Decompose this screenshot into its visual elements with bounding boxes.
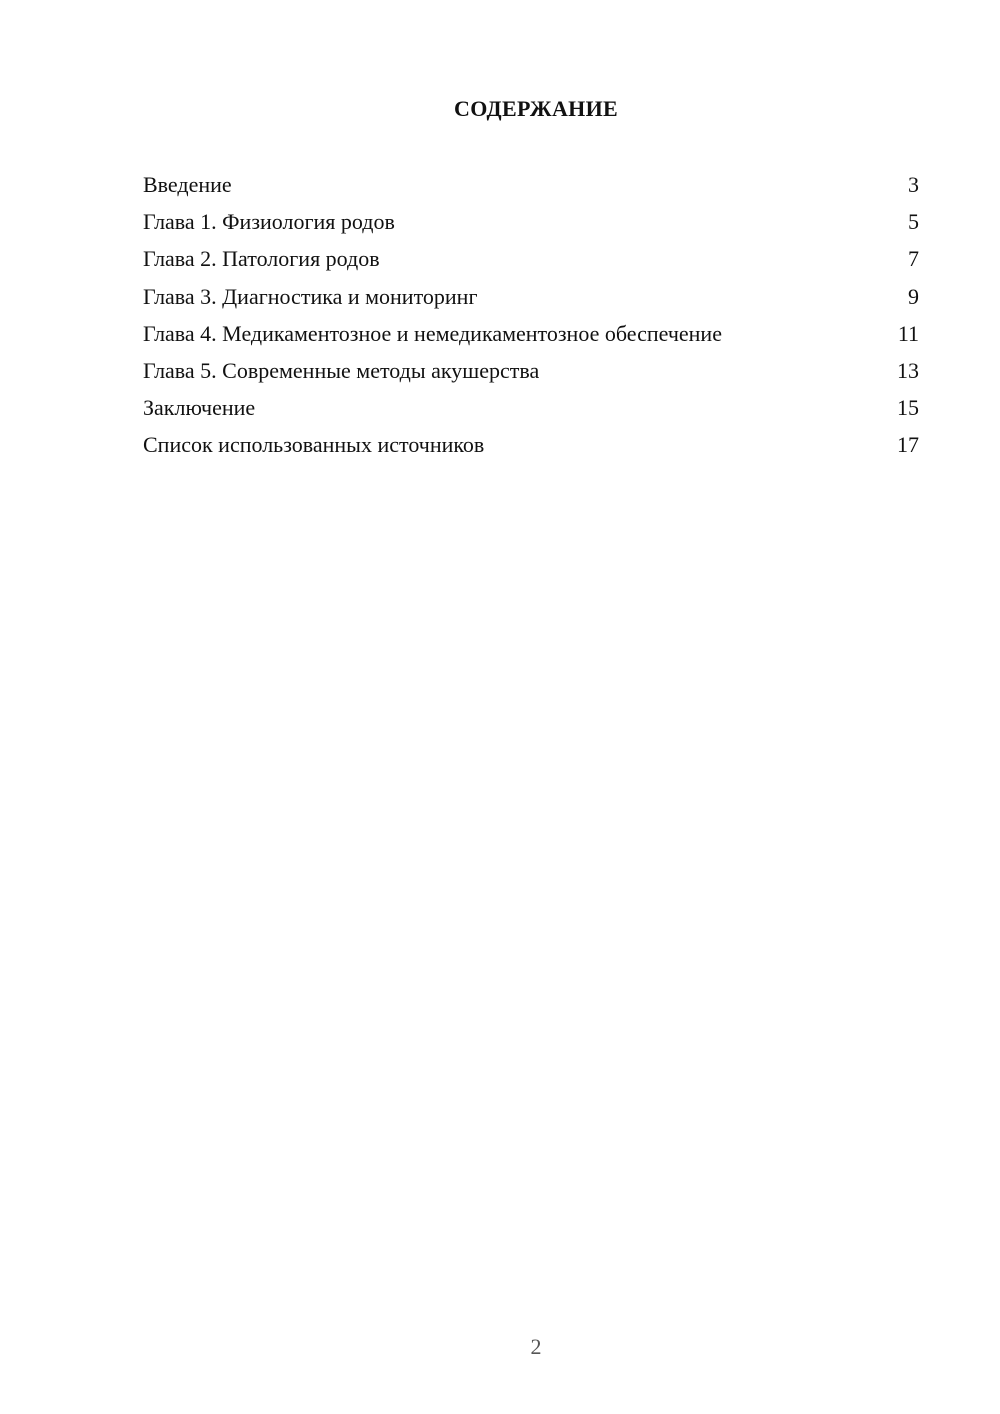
- toc-item-label: Глава 2. Патология родов: [143, 246, 380, 272]
- table-of-contents: [143, 170, 919, 468]
- toc-item-label: Заключение: [143, 395, 256, 421]
- toc-item-label: Глава 4. Медикаментозное и немедикаментозное обеспечение: [143, 320, 722, 346]
- toc-item-page: 13: [897, 357, 919, 383]
- toc-item-references: [143, 430, 919, 467]
- toc-item-chapter-3: [143, 282, 919, 319]
- toc-item-label: Список использованных источников: [143, 432, 485, 458]
- toc-item-page: 5: [908, 209, 919, 235]
- toc-item-label: Глава 5. Современные методы акушерства: [143, 357, 540, 383]
- toc-item-chapter-1: [143, 207, 919, 244]
- toc-item-page: 17: [897, 432, 919, 458]
- toc-item-page: 11: [897, 320, 919, 346]
- toc-item-page: 15: [897, 395, 919, 421]
- page-title: СОДЕРЖАНИЕ: [454, 96, 618, 121]
- page-number: 2: [530, 1334, 542, 1359]
- toc-item-chapter-5: [143, 356, 919, 393]
- toc-item-page: 7: [908, 246, 919, 272]
- toc-item-page: 9: [908, 283, 919, 309]
- toc-item-page: 3: [908, 172, 919, 197]
- toc-item-introduction: [143, 170, 919, 207]
- toc-item-label: Глава 3. Диагностика и мониторинг: [143, 283, 478, 309]
- toc-item-chapter-2: [143, 244, 919, 281]
- toc-item-label: Введение: [143, 172, 232, 197]
- toc-item-chapter-4: [143, 319, 919, 356]
- toc-item-label: Глава 1. Физиология родов: [143, 209, 395, 235]
- toc-item-conclusion: [143, 393, 919, 430]
